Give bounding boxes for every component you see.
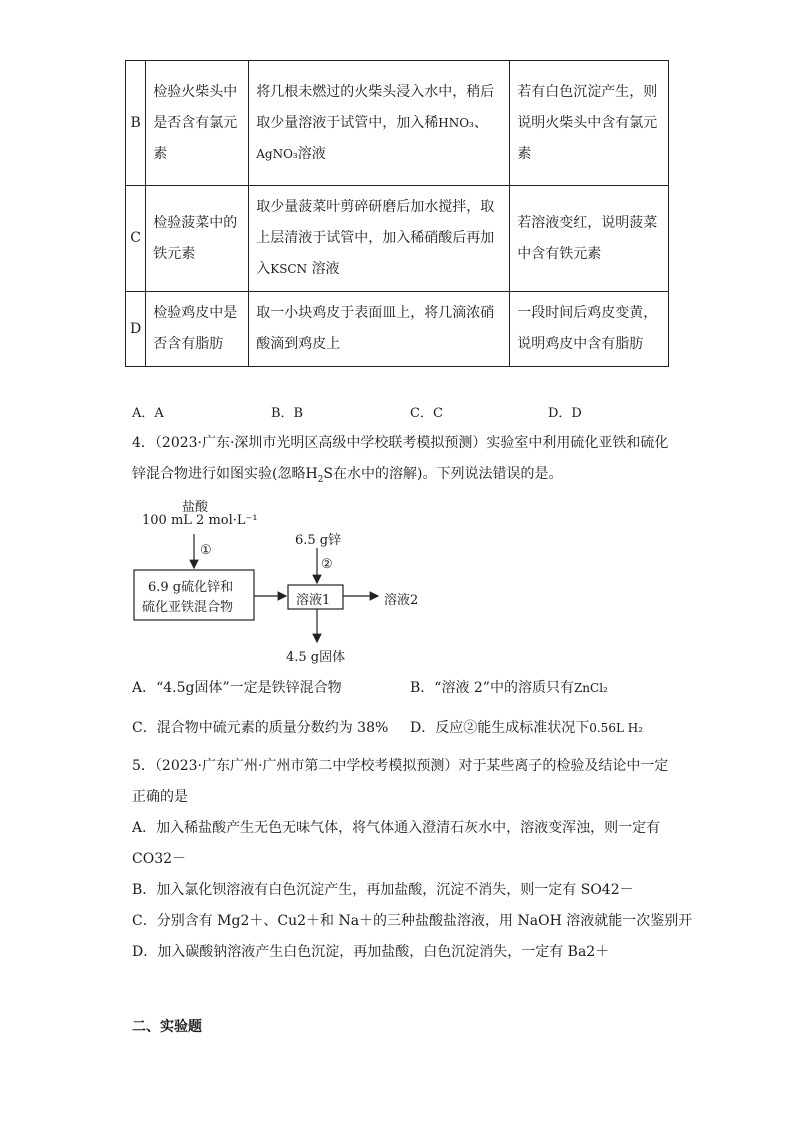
section-title: 二、实验题 — [132, 1019, 202, 1035]
q4-option-b[interactable] — [410, 678, 608, 698]
acid-label: 盐酸 — [182, 500, 209, 515]
q5-stem-line1: 5．（2023·广东广州·广州市第二中学校考模拟预测）对于某些离子的检验及结论中一定 — [132, 758, 669, 774]
operation-text: 溶液 — [311, 261, 340, 277]
operation-cell — [249, 61, 510, 186]
chem-formula: AgNO₃ — [256, 146, 298, 161]
conclusion-cell: 若有白色沉淀产生，则说明火柴头中含有氯元素 — [510, 61, 669, 186]
subscript: 2 — [317, 474, 324, 485]
step1-marker: ① — [200, 543, 212, 558]
chem-formula: KSCN — [270, 262, 308, 276]
operation-cell: 取一小块鸡皮于表面皿上，将几滴浓硝酸滴到鸡皮上 — [249, 292, 510, 367]
q4-option-a[interactable]: A．“4.5g固体”一定是铁锌混合物 — [132, 680, 342, 696]
q5-option-a-line1[interactable]: A．加入稀盐酸产生无色无味气体，将气体通入澄清石灰水中，溶液变浑浊，则一定有 — [132, 820, 661, 836]
choice-b[interactable]: B．B — [271, 406, 304, 421]
experiment-flow-diagram — [130, 496, 460, 666]
purpose-cell: 检验鸡皮中是否含有脂肪 — [146, 292, 249, 367]
choice-c[interactable]: C．C — [410, 406, 443, 421]
experiment-table — [125, 60, 669, 367]
chem-formula: HNO₃ — [438, 115, 474, 130]
chem-formula: 0.56L H₂ — [589, 721, 644, 735]
table-row — [126, 186, 669, 292]
conclusion-cell: 一段时间后鸡皮变黄，说明鸡皮中含有脂肪 — [510, 292, 669, 367]
operation-text: 将几根未燃过的火柴头浸入水中，稍后取少量溶液于试管中，加入稀 — [256, 83, 495, 131]
q4-stem-text: S在水中的溶解)。下列说法错误的是。 — [323, 466, 563, 482]
mixture-line1: 6.9 g硫化锌和 — [148, 580, 234, 595]
q5-option-d[interactable]: D．加入碳酸钠溶液产生白色沉淀，再加盐酸，白色沉淀消失，一定有 Ba2＋ — [132, 944, 610, 960]
operation-cell — [249, 186, 510, 292]
table-row — [126, 61, 669, 186]
option-letter: D — [126, 292, 146, 367]
option-text: D．反应②能生成标准状况下 — [410, 720, 590, 736]
option-letter: B — [126, 61, 146, 186]
q5-option-a-line2[interactable]: CO32－ — [132, 851, 187, 867]
q4-stem-text: 锌混合物进行如图实验(忽略H — [132, 466, 318, 482]
option-text: B．“溶液 2”中的溶质只有 — [410, 680, 574, 696]
q5-option-b[interactable]: B．加入氯化钡溶液有白色沉淀产生，再加盐酸，沉淀不消失，则一定有 SO42－ — [132, 882, 634, 898]
option-letter: C — [126, 186, 146, 292]
solid-label: 4.5 g固体 — [286, 650, 346, 665]
purpose-cell: 检验菠菜中的铁元素 — [146, 186, 249, 292]
q5-stem-line2: 正确的是 — [132, 789, 188, 805]
solution2-label: 溶液2 — [384, 593, 419, 608]
chem-formula: ZnCl₂ — [573, 681, 608, 695]
operation-text: 取少量菠菜叶剪碎研磨后加水搅拌，取上层清液于试管中，加入稀硝酸后再加入 — [256, 199, 495, 277]
choice-a[interactable]: A．A — [132, 406, 164, 421]
q4-stem-line1: 4．（2023·广东·深圳市光明区高级中学校联考模拟预测）实验室中利用硫化亚铁和硫化 — [132, 435, 669, 451]
q4-option-c[interactable]: C．混合物中硫元素的质量分数约为 38% — [132, 720, 389, 736]
purpose-cell: 检验火柴头中是否含有氯元素 — [146, 61, 249, 186]
q3-choices — [132, 402, 692, 422]
zinc-label: 6.5 g锌 — [295, 533, 342, 548]
q4-stem-line2 — [132, 464, 562, 484]
table-row — [126, 292, 669, 367]
choice-d[interactable]: D．D — [548, 406, 582, 421]
operation-text: 溶液 — [297, 145, 326, 162]
mixture-line2: 硫化亚铁混合物 — [142, 600, 234, 615]
q5-option-c[interactable]: C．分别含有 Mg2＋、Cu2＋和 Na＋的三种盐酸盐溶液，用 NaOH 溶液就能一次鉴别开 — [132, 913, 693, 929]
q4-option-d[interactable] — [410, 718, 643, 738]
acid-amount: 100 mL 2 mol·L⁻¹ — [142, 513, 258, 528]
solution1-label: 溶液1 — [296, 593, 331, 608]
step2-marker: ② — [321, 557, 333, 572]
conclusion-cell: 若溶液变红，说明菠菜中含有铁元素 — [510, 186, 669, 292]
separator: 、 — [473, 114, 488, 131]
